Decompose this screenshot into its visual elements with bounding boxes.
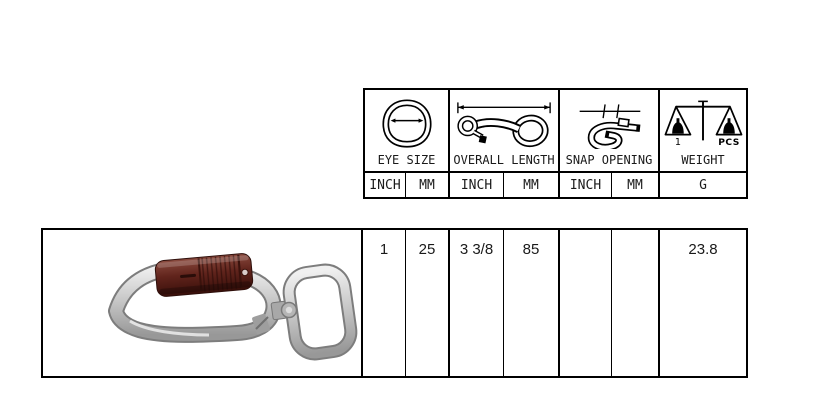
spec-group-snap-opening <box>560 90 660 197</box>
weight-header-cell <box>660 90 746 173</box>
overall-length-mm-header: MM <box>523 177 539 193</box>
spec-group-weight <box>660 90 746 197</box>
eye-size-label: EYE SIZE <box>377 153 436 167</box>
snap-opening-header-cell <box>560 90 658 173</box>
spec-header-table <box>363 88 748 199</box>
snap-opening-icon <box>561 93 657 154</box>
eye-size-inch-value: 1 <box>363 230 406 376</box>
overall-length-unit-row <box>450 173 558 197</box>
eye-size-icon <box>366 93 447 154</box>
swivel-bolt <box>271 301 297 320</box>
weight-icon-right-pan-label: PCS <box>718 137 740 148</box>
overall-length-inch-value: 3 3/8 <box>450 230 504 376</box>
snap-opening-mm-value <box>612 230 660 376</box>
overall-length-mm-value: 85 <box>504 230 560 376</box>
weight-icon-left-pan-label: 1 <box>674 136 682 148</box>
eye-size-inch-header: INCH <box>365 173 406 197</box>
weight-g-value: 23.8 <box>688 241 718 258</box>
overall-length-label: OVERALL LENGTH <box>453 153 555 167</box>
snap-opening-inch-header: INCH <box>560 173 612 197</box>
snap-opening-inch-value <box>560 230 612 376</box>
overall-length-inch-header: INCH <box>450 173 504 197</box>
weight-unit-row <box>660 173 746 197</box>
weight-label: WEIGHT <box>681 153 725 167</box>
snap-opening-unit-row <box>560 173 658 197</box>
eye-size-header-cell <box>365 90 448 173</box>
eye-size-mm-header: MM <box>419 177 435 193</box>
spec-group-eye-size <box>365 90 450 197</box>
snap-opening-mm-header: MM <box>627 177 643 193</box>
overall-length-header-cell <box>450 90 558 173</box>
weight-g-header: G <box>699 177 707 193</box>
locking-sleeve <box>155 253 254 297</box>
snap-opening-label: SNAP OPENING <box>565 153 653 167</box>
overall-length-icon <box>451 93 557 154</box>
eye-size-unit-row <box>365 173 448 197</box>
product-image-cell <box>43 230 363 376</box>
eye-size-mm-value: 25 <box>406 230 450 376</box>
carabiner-snap-hook-image <box>44 231 360 375</box>
product-row <box>41 228 748 378</box>
weight-icon <box>661 93 745 154</box>
spec-group-overall-length <box>450 90 560 197</box>
